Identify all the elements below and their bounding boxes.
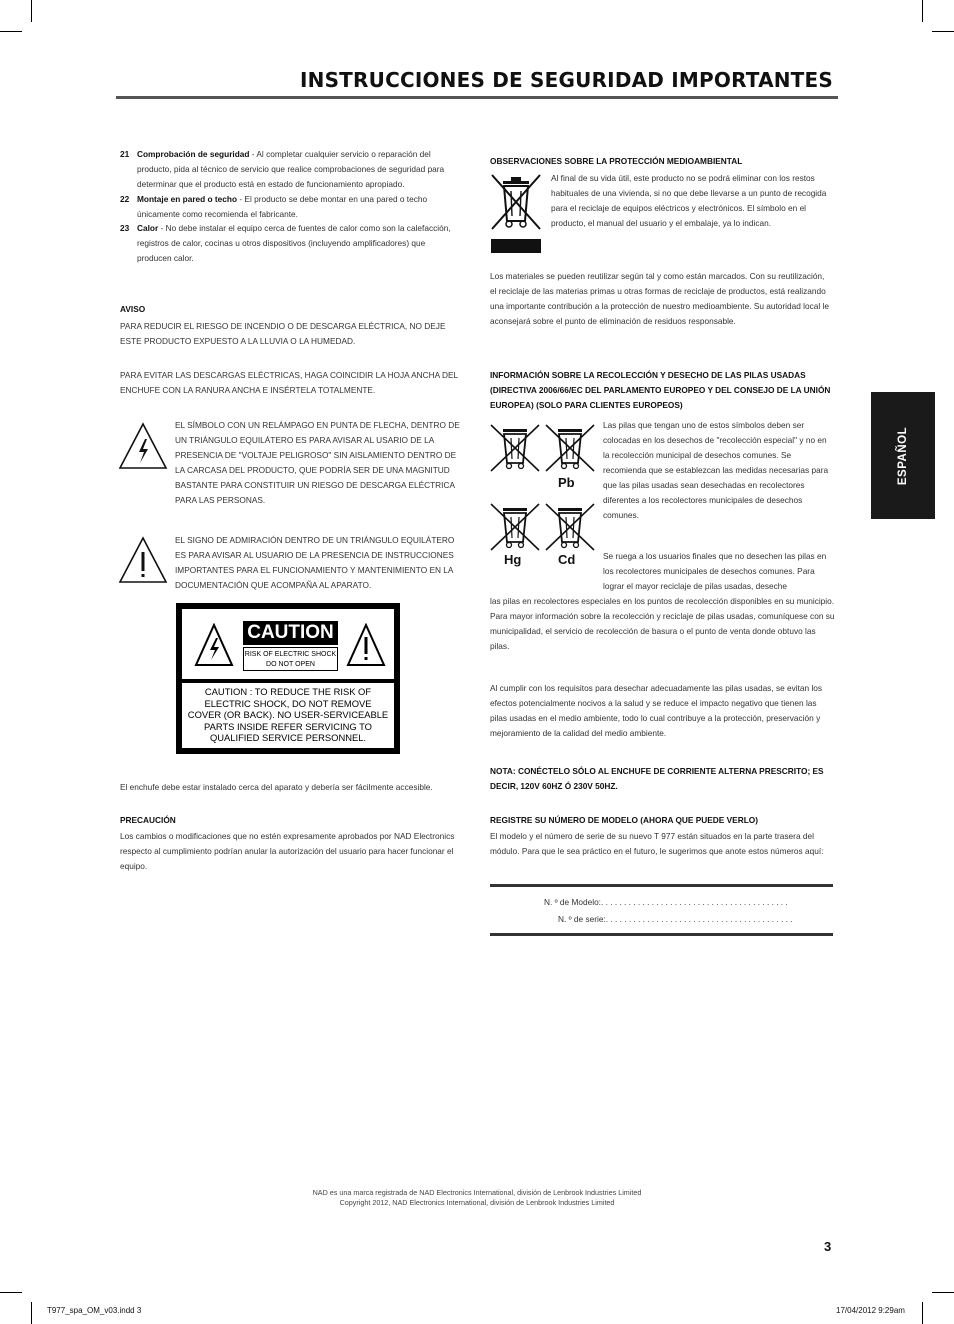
exclamation-symbol-text: EL SIGNO DE ADMIRACIÓN DENTRO DE UN TRIÁNGULO EQUILÁTERO ES PARA AVISAR AL USUARIO DE LA PRESENCIA DE INSTRUCCIONES IMPORTANTES PARA EL FUNCIONAMIENTO Y MANTENIMIENTO EN LA DOCUMENTACIÓN QUE ACOMPAÑA AL APARATO.	[175, 535, 455, 590]
aviso-heading: AVISO	[120, 304, 146, 314]
crop-mark	[932, 31, 954, 32]
crop-mark	[0, 31, 22, 32]
caution-body: CAUTION : TO REDUCE THE RISK OF ELECTRIC SHOCK, DO NOT REMOVE COVER (OR BACK). NO USER-SERVICEABLE PARTS INSIDE REFER SERVICING TO QUALIFIED SERVICE PERSONNEL.	[182, 683, 394, 748]
plug-note: El enchufe debe estar instalado cerca del aparato y debería ser fácilmente accesible.	[120, 782, 433, 792]
battery-paragraph: las pilas en recolectores especiales en los puntos de recolección disponibles en su municipio. Para mayor información sobre la recolección y reciclaje de pilas usadas, comuníquese con su municipalidad, el servicio de recolección de basura o el punto de venta donde obtuvo las pilas.	[490, 596, 835, 651]
battery-bin-icon	[544, 502, 596, 552]
serial-number-field	[558, 912, 792, 927]
list-number: 21	[120, 149, 130, 159]
list-term: Montaje en pared o techo	[137, 194, 238, 204]
exclamation-warning-icon	[118, 535, 168, 585]
footer-line: NAD es una marca registrada de NAD Electronics International, división de Lenbrook Industries Limited	[312, 1188, 642, 1197]
register-bottom-rule	[490, 933, 833, 936]
slug-timestamp: 17/04/2012 9:29am	[836, 1306, 905, 1315]
battery-paragraph: Se ruega a los usuarios finales que no desechen las pilas en los recolectores municipales de desechos comunes. Para lograr el mayor reciclaje de pilas usadas, deseche	[603, 551, 827, 591]
model-number-field	[544, 895, 788, 910]
list-number: 23	[120, 223, 130, 233]
crop-mark	[922, 0, 923, 22]
serial-number-label: N. º de serie:	[558, 914, 606, 924]
crop-mark	[31, 0, 32, 22]
list-text: - Al completar cualquier servicio o reparación del producto, pida al técnico de servicio que realice comprobaciones de seguridad para determinar que el producto está en estado de funcionamiento apropiado.	[137, 149, 445, 189]
caution-top-band	[182, 609, 394, 679]
list-text: - No debe instalar el equipo cerca de fuentes de calor como son la calefacción, registros de calor, cocinas u otros dispositivos (incluyendo amplificadores) que producen calor.	[137, 223, 451, 263]
caution-word: CAUTION	[243, 621, 338, 645]
register-heading: REGISTRE SU NÚMERO DE MODELO (AHORA QUE PUEDE VERLO)	[490, 815, 758, 825]
crop-mark	[31, 1302, 32, 1324]
list-text: - El producto se debe montar en una pared o techo únicamente como recomienda el fabricante.	[137, 194, 428, 219]
title-rule	[116, 96, 838, 99]
weee-bin-icon	[489, 171, 543, 255]
battery-paragraph: Al cumplir con los requisitos para desechar adecuadamente las pilas usadas, se evitan los efectos potencialmente nocivos a la salud y se reduce el impacto negativo que tienen las pilas usadas en el medio ambiente, todo lo cual contribuye a la protección, preservación y mejoramiento de la calidad del medio ambiente.	[490, 683, 823, 738]
exclamation-warning-icon	[346, 623, 386, 667]
model-number-label: N. º de Modelo:	[544, 897, 601, 907]
register-text: El modelo y el número de serie de su nuevo T 977 están situados en la parte trasera del módulo. Para que le sea práctico en el futuro, le sugerimos que anote estos números aquí:	[490, 831, 824, 856]
voltage-note: NOTA: CONÉCTELO SÓLO AL ENCHUFE DE CORRIENTE ALTERNA PRESCRITO; ES DECIR, 120V 60HZ Ó 230V 50HZ.	[490, 766, 824, 791]
lightning-warning-icon	[194, 623, 234, 667]
register-top-rule	[490, 884, 833, 887]
battery-label-pb: Pb	[558, 475, 575, 490]
model-number-dots: . . . . . . . . . . . . . . . . . . . . . . . . . . . . . . . . . . . . . . . . .	[601, 897, 788, 907]
lightning-symbol-text: EL SÍMBOLO CON UN RELÁMPAGO EN PUNTA DE FLECHA, DENTRO DE UN TRIÁNGULO EQUILÁTERO ES PARA AVISAR AL USARIO DE LA PRESENCIA DE "VOLTAJE PELIGROSO" SIN AISLAMIENTO DENTRO DE LA CARCASA DEL PRODUCTO, QUE PODRÍA SER DE UNA MAGNITUD BASTANTE PARA CONSTITUIR UN RIESGO DE DESCARGA ELÉCTRICA PARA LAS PERSONAS.	[175, 420, 460, 505]
slug-filename: T977_spa_OM_v03.indd 3	[47, 1306, 142, 1315]
crop-mark	[922, 1302, 923, 1324]
battery-bin-icon	[544, 423, 596, 473]
aviso-paragraph: PARA EVITAR LAS DESCARGAS ELÉCTRICAS, HAGA COINCIDIR LA HOJA ANCHA DEL ENCHUFE CON LA RANURA ANCHA E INSÉRTELA TOTALMENTE.	[120, 370, 458, 395]
list-term: Comprobación de seguridad	[137, 149, 250, 159]
page-number: 3	[824, 1239, 832, 1254]
list-term: Calor	[137, 223, 159, 233]
battery-label-cd: Cd	[558, 552, 576, 567]
env-paragraph: Al final de su vida útil, este producto no se podrá eliminar con los restos habituales de una vivienda, si no que debe llevarse a un punto de recogida para el reciclaje de equipos eléctricos y electrónicos. El símbolo en el producto, el manual del usuario y el embalaje, ya lo indican.	[551, 173, 827, 228]
battery-bin-icon	[489, 502, 541, 552]
crop-mark	[932, 1292, 954, 1293]
battery-heading: INFORMACIÓN SOBRE LA RECOLECCIÓN Y DESECHO DE LAS PILAS USADAS (DIRECTIVA 2006/66/EC DEL PARLAMENTO EUROPEO Y DEL CONSEJO DE LA UNIÓN EUROPEA) (SOLO PARA CLIENTES EUROPEOS)	[490, 370, 831, 410]
page-title: INSTRUCCIONES DE SEGURIDAD IMPORTANTES	[300, 68, 833, 92]
footer-line: Copyright 2012, NAD Electronics International, división de Lenbrook Industries Limited	[339, 1198, 615, 1207]
crop-mark	[0, 1292, 22, 1293]
battery-paragraph: Las pilas que tengan uno de estos símbolos deben ser colocadas en los desechos de "recolección especial" y no en la recolección municipal de desechos comunes. Se recomienda que se establezcan las medidas necesarias para que las pilas usadas sean desechadas en recolectores diferentes a los recolectores municipales de desechos comunes.	[603, 420, 829, 520]
precaucion-heading: PRECAUCIÓN	[120, 815, 176, 825]
env-paragraph: Los materiales se pueden reutilizar según tal y como están marcados. Con su reutilización, el reciclaje de las materias primas u otras formas de reciclaje de productos, está realizando una importante contribución a la protección de nuestro medioambiente. Su autoridad local le aconsejará sobre el punto de eliminación de residuos responsable.	[490, 271, 829, 326]
language-tab	[871, 392, 935, 519]
lightning-warning-icon	[118, 421, 168, 471]
caution-label	[176, 603, 400, 754]
list-number: 22	[120, 194, 130, 204]
serial-number-dots: . . . . . . . . . . . . . . . . . . . . . . . . . . . . . . . . . . . . . . . . .	[605, 914, 793, 924]
copyright-footer	[240, 1188, 714, 1208]
aviso-paragraph: PARA REDUCIR EL RIESGO DE INCENDIO O DE DESCARGA ELÉCTRICA, NO DEJE ESTE PRODUCTO EXPUESTO A LA LLUVIA O LA HUMEDAD.	[120, 321, 446, 346]
battery-bin-icon	[489, 423, 541, 473]
caution-subtext: RISK OF ELECTRIC SHOCK DO NOT OPEN	[243, 647, 338, 671]
env-heading: OBSERVACIONES SOBRE LA PROTECCIÓN MEDIOAMBIENTAL	[490, 156, 743, 166]
language-tab-label: ESPAÑOL	[897, 426, 909, 485]
battery-label-hg: Hg	[504, 552, 522, 567]
precaucion-text: Los cambios o modificaciones que no estén expresamente aprobados por NAD Electronics respecto al cumplimiento podrían anular la autorización del usuario para hacer funcionar el equipo.	[120, 831, 455, 871]
